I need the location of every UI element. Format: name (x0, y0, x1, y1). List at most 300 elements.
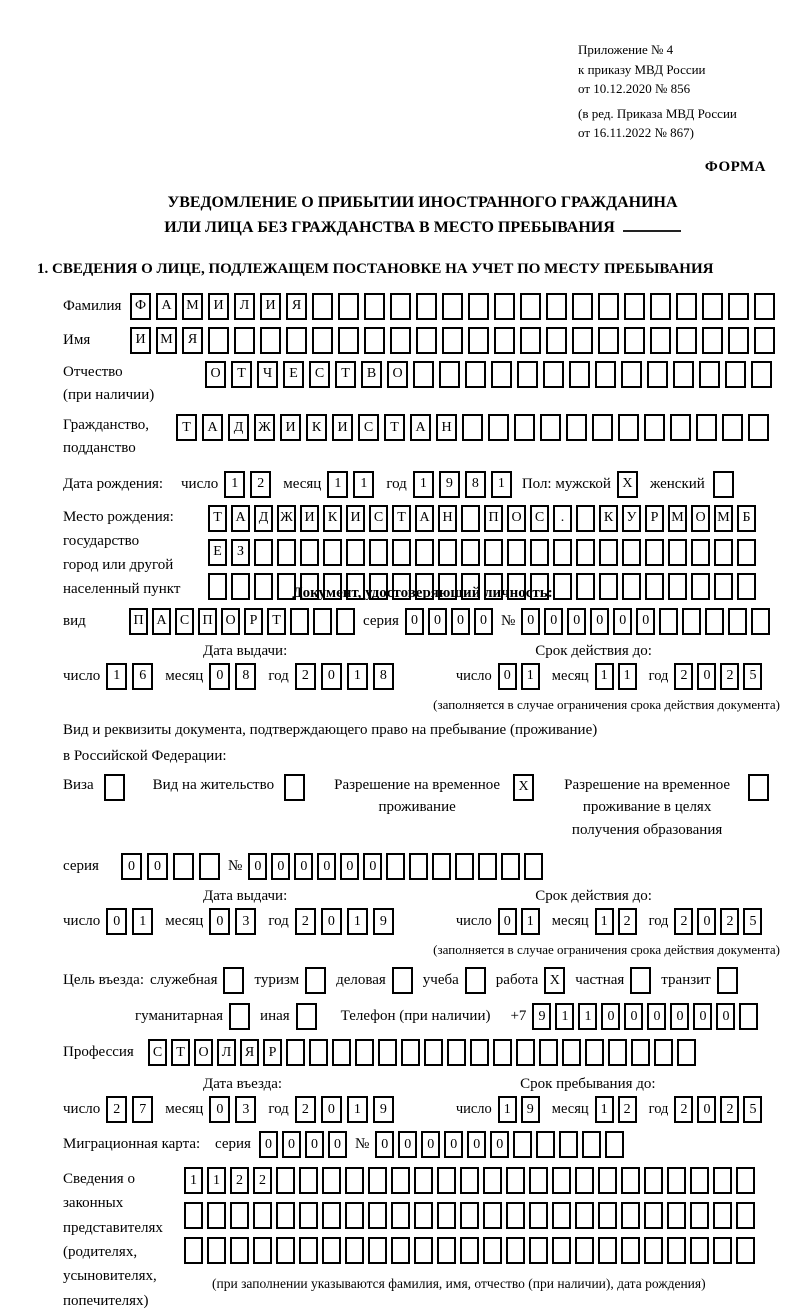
char-cell[interactable]: 1 (595, 663, 614, 690)
date-part-cells[interactable] (209, 1096, 256, 1123)
char-cell[interactable] (391, 1167, 410, 1194)
date-part-cells[interactable] (498, 1096, 540, 1123)
char-cell[interactable] (659, 608, 678, 635)
char-cell[interactable] (392, 967, 413, 994)
char-cell[interactable]: 1 (347, 908, 368, 935)
char-cell[interactable] (506, 1167, 525, 1194)
char-cell[interactable] (483, 1237, 502, 1264)
char-cell[interactable] (739, 1003, 758, 1030)
char-cell[interactable]: 2 (106, 1096, 127, 1123)
char-cell[interactable] (391, 1237, 410, 1264)
char-cell[interactable]: 0 (467, 1131, 486, 1158)
char-cell[interactable] (576, 573, 595, 600)
char-cell[interactable]: 1 (132, 908, 153, 935)
char-cell[interactable]: 2 (720, 908, 739, 935)
char-cell[interactable]: И (260, 293, 281, 320)
purpose-study-checkbox[interactable] (465, 967, 486, 994)
char-cell[interactable] (234, 327, 255, 354)
char-cell[interactable] (345, 1167, 364, 1194)
char-cell[interactable]: 8 (235, 663, 256, 690)
purpose-private-checkbox[interactable] (630, 967, 651, 994)
char-cell[interactable] (345, 1237, 364, 1264)
char-cell[interactable] (668, 573, 687, 600)
char-cell[interactable] (717, 967, 738, 994)
char-cell[interactable]: И (208, 293, 229, 320)
char-cell[interactable] (437, 1202, 456, 1229)
char-cell[interactable]: 0 (209, 663, 230, 690)
char-cell[interactable]: 0 (294, 853, 313, 880)
char-cell[interactable] (439, 361, 460, 388)
char-cell[interactable]: 0 (321, 1096, 342, 1123)
char-cell[interactable] (338, 293, 359, 320)
char-cell[interactable]: 2 (230, 1167, 249, 1194)
char-cell[interactable] (559, 1131, 578, 1158)
char-cell[interactable]: 1 (224, 471, 245, 498)
char-cell[interactable] (562, 1039, 581, 1066)
char-cell[interactable] (644, 1202, 663, 1229)
char-cell[interactable] (323, 539, 342, 566)
char-cell[interactable] (460, 1167, 479, 1194)
char-cell[interactable]: 2 (674, 908, 693, 935)
char-cell[interactable] (390, 293, 411, 320)
char-cell[interactable]: 9 (373, 1096, 394, 1123)
purpose-transit-checkbox[interactable] (717, 967, 738, 994)
char-cell[interactable] (644, 414, 665, 441)
char-cell[interactable] (736, 1167, 755, 1194)
char-cell[interactable] (416, 327, 437, 354)
date-part-cells[interactable] (498, 663, 540, 690)
char-cell[interactable]: 1 (578, 1003, 597, 1030)
char-cell[interactable] (438, 539, 457, 566)
char-cell[interactable] (493, 1039, 512, 1066)
char-cell[interactable] (208, 573, 227, 600)
char-cell[interactable] (277, 539, 296, 566)
purpose-humanitarian-checkbox[interactable] (229, 1003, 250, 1030)
char-cell[interactable]: Ф (130, 293, 151, 320)
char-cell[interactable]: С (175, 608, 194, 635)
representatives-cells-row3[interactable] (184, 1237, 755, 1264)
date-part-cells[interactable] (295, 1096, 394, 1123)
char-cell[interactable]: 0 (444, 1131, 463, 1158)
char-cell[interactable] (654, 1039, 673, 1066)
char-cell[interactable]: 2 (295, 908, 316, 935)
char-cell[interactable] (437, 1167, 456, 1194)
char-cell[interactable]: О (507, 505, 526, 532)
char-cell[interactable] (676, 327, 697, 354)
char-cell[interactable] (296, 1003, 317, 1030)
purpose-other-checkbox[interactable] (296, 1003, 317, 1030)
char-cell[interactable] (713, 1202, 732, 1229)
char-cell[interactable]: 0 (697, 663, 716, 690)
char-cell[interactable]: 0 (321, 663, 342, 690)
char-cell[interactable] (415, 539, 434, 566)
char-cell[interactable]: 3 (235, 1096, 256, 1123)
char-cell[interactable]: П (484, 505, 503, 532)
char-cell[interactable] (386, 853, 405, 880)
char-cell[interactable]: 1 (555, 1003, 574, 1030)
char-cell[interactable]: 9 (373, 908, 394, 935)
char-cell[interactable]: И (300, 505, 319, 532)
purpose-tourism-checkbox[interactable] (305, 967, 326, 994)
char-cell[interactable] (484, 539, 503, 566)
char-cell[interactable] (230, 1237, 249, 1264)
char-cell[interactable] (682, 608, 701, 635)
char-cell[interactable]: 1 (347, 1096, 368, 1123)
char-cell[interactable] (647, 361, 668, 388)
char-cell[interactable]: О (387, 361, 408, 388)
char-cell[interactable] (702, 293, 723, 320)
char-cell[interactable] (332, 1039, 351, 1066)
char-cell[interactable] (299, 1237, 318, 1264)
char-cell[interactable] (645, 573, 664, 600)
char-cell[interactable] (286, 1039, 305, 1066)
char-cell[interactable] (644, 1237, 663, 1264)
char-cell[interactable]: М (714, 505, 733, 532)
char-cell[interactable] (585, 1039, 604, 1066)
char-cell[interactable] (309, 1039, 328, 1066)
char-cell[interactable]: 8 (465, 471, 486, 498)
char-cell[interactable]: 0 (317, 853, 336, 880)
char-cell[interactable]: 5 (743, 1096, 762, 1123)
char-cell[interactable] (491, 361, 512, 388)
patronymic-cells[interactable] (205, 361, 772, 388)
char-cell[interactable] (737, 539, 756, 566)
char-cell[interactable] (691, 539, 710, 566)
date-part-cells[interactable] (106, 1096, 153, 1123)
char-cell[interactable] (414, 1237, 433, 1264)
char-cell[interactable] (608, 1039, 627, 1066)
char-cell[interactable] (442, 293, 463, 320)
temp-residence-checkbox[interactable] (513, 774, 534, 801)
char-cell[interactable]: А (231, 505, 250, 532)
char-cell[interactable]: . (553, 505, 572, 532)
char-cell[interactable]: 0 (405, 608, 424, 635)
char-cell[interactable] (621, 361, 642, 388)
char-cell[interactable] (624, 327, 645, 354)
char-cell[interactable] (460, 1202, 479, 1229)
date-part-cells[interactable] (209, 663, 256, 690)
char-cell[interactable]: Р (645, 505, 664, 532)
char-cell[interactable] (414, 1167, 433, 1194)
char-cell[interactable] (507, 539, 526, 566)
char-cell[interactable] (536, 1131, 555, 1158)
char-cell[interactable]: 0 (321, 908, 342, 935)
char-cell[interactable] (313, 608, 332, 635)
char-cell[interactable] (368, 1202, 387, 1229)
char-cell[interactable] (437, 1237, 456, 1264)
char-cell[interactable] (622, 539, 641, 566)
char-cell[interactable] (312, 293, 333, 320)
char-cell[interactable] (748, 414, 769, 441)
char-cell[interactable] (676, 293, 697, 320)
char-cell[interactable] (345, 1202, 364, 1229)
char-cell[interactable] (670, 414, 691, 441)
char-cell[interactable]: Е (283, 361, 304, 388)
char-cell[interactable]: О (194, 1039, 213, 1066)
char-cell[interactable] (506, 1237, 525, 1264)
char-cell[interactable] (231, 573, 250, 600)
purpose-work-checkbox[interactable] (544, 967, 565, 994)
char-cell[interactable]: Д (228, 414, 249, 441)
char-cell[interactable]: П (198, 608, 217, 635)
char-cell[interactable] (630, 967, 651, 994)
char-cell[interactable]: Я (182, 327, 203, 354)
char-cell[interactable] (461, 505, 480, 532)
char-cell[interactable]: 0 (544, 608, 563, 635)
char-cell[interactable] (378, 1039, 397, 1066)
char-cell[interactable] (322, 1202, 341, 1229)
char-cell[interactable] (290, 608, 309, 635)
char-cell[interactable]: 0 (340, 853, 359, 880)
char-cell[interactable]: X (617, 471, 638, 498)
char-cell[interactable]: 5 (743, 663, 762, 690)
char-cell[interactable]: К (599, 505, 618, 532)
char-cell[interactable] (229, 1003, 250, 1030)
char-cell[interactable]: Л (217, 1039, 236, 1066)
char-cell[interactable]: 0 (567, 608, 586, 635)
char-cell[interactable] (223, 967, 244, 994)
char-cell[interactable] (595, 361, 616, 388)
char-cell[interactable] (621, 1202, 640, 1229)
char-cell[interactable] (483, 1167, 502, 1194)
char-cell[interactable] (699, 361, 720, 388)
char-cell[interactable] (529, 1167, 548, 1194)
char-cell[interactable] (667, 1237, 686, 1264)
char-cell[interactable] (312, 327, 333, 354)
char-cell[interactable] (737, 573, 756, 600)
char-cell[interactable] (598, 1237, 617, 1264)
migration-number-cells[interactable] (375, 1131, 624, 1158)
char-cell[interactable] (260, 327, 281, 354)
visa-checkbox[interactable] (104, 774, 125, 801)
char-cell[interactable]: А (156, 293, 177, 320)
char-cell[interactable]: 0 (647, 1003, 666, 1030)
char-cell[interactable]: 2 (618, 908, 637, 935)
char-cell[interactable] (207, 1202, 226, 1229)
profession-cells[interactable] (148, 1039, 696, 1066)
char-cell[interactable]: 0 (521, 608, 540, 635)
char-cell[interactable] (618, 414, 639, 441)
char-cell[interactable]: Ж (254, 414, 275, 441)
char-cell[interactable]: М (156, 327, 177, 354)
char-cell[interactable]: 0 (398, 1131, 417, 1158)
char-cell[interactable]: 0 (209, 908, 230, 935)
char-cell[interactable]: 1 (413, 471, 434, 498)
char-cell[interactable] (514, 414, 535, 441)
date-part-cells[interactable] (595, 908, 637, 935)
char-cell[interactable] (465, 361, 486, 388)
char-cell[interactable]: 0 (474, 608, 493, 635)
date-part-cells[interactable] (674, 663, 762, 690)
temp-residence-education-checkbox[interactable] (748, 774, 769, 801)
char-cell[interactable] (368, 1237, 387, 1264)
char-cell[interactable]: 9 (439, 471, 460, 498)
char-cell[interactable] (488, 414, 509, 441)
char-cell[interactable]: С (358, 414, 379, 441)
char-cell[interactable]: Т (267, 608, 286, 635)
date-part-cells[interactable] (295, 663, 394, 690)
char-cell[interactable]: 1 (347, 663, 368, 690)
char-cell[interactable]: 0 (624, 1003, 643, 1030)
char-cell[interactable]: Т (176, 414, 197, 441)
residence-number-cells[interactable] (248, 853, 543, 880)
char-cell[interactable]: 0 (428, 608, 447, 635)
residence-series-cells[interactable] (121, 853, 220, 880)
char-cell[interactable] (300, 539, 319, 566)
char-cell[interactable] (644, 1167, 663, 1194)
char-cell[interactable]: Т (392, 505, 411, 532)
char-cell[interactable] (501, 853, 520, 880)
char-cell[interactable]: Т (171, 1039, 190, 1066)
char-cell[interactable]: А (410, 414, 431, 441)
char-cell[interactable] (322, 1237, 341, 1264)
surname-cells[interactable] (130, 293, 775, 320)
birth-date-group[interactable] (181, 471, 512, 498)
char-cell[interactable]: 0 (498, 663, 517, 690)
char-cell[interactable]: Д (254, 505, 273, 532)
char-cell[interactable]: 1 (498, 1096, 517, 1123)
char-cell[interactable]: Н (436, 414, 457, 441)
char-cell[interactable] (276, 1237, 295, 1264)
char-cell[interactable] (713, 1237, 732, 1264)
char-cell[interactable] (714, 539, 733, 566)
char-cell[interactable]: Л (234, 293, 255, 320)
char-cell[interactable]: О (691, 505, 710, 532)
char-cell[interactable] (728, 293, 749, 320)
char-cell[interactable] (690, 1237, 709, 1264)
doc-series-cells[interactable] (405, 608, 493, 635)
char-cell[interactable] (409, 853, 428, 880)
sex-female-checkbox[interactable] (713, 471, 734, 498)
char-cell[interactable] (276, 1202, 295, 1229)
char-cell[interactable] (483, 1202, 502, 1229)
char-cell[interactable] (566, 414, 587, 441)
char-cell[interactable]: 1 (184, 1167, 203, 1194)
char-cell[interactable]: Б (737, 505, 756, 532)
char-cell[interactable] (677, 1039, 696, 1066)
char-cell[interactable]: 1 (595, 908, 614, 935)
char-cell[interactable] (714, 573, 733, 600)
char-cell[interactable] (336, 608, 355, 635)
char-cell[interactable]: 2 (295, 1096, 316, 1123)
char-cell[interactable] (546, 327, 567, 354)
char-cell[interactable]: 0 (248, 853, 267, 880)
char-cell[interactable]: 0 (121, 853, 142, 880)
char-cell[interactable] (392, 539, 411, 566)
char-cell[interactable] (696, 414, 717, 441)
char-cell[interactable] (751, 608, 770, 635)
char-cell[interactable] (414, 1202, 433, 1229)
char-cell[interactable]: 9 (532, 1003, 551, 1030)
char-cell[interactable]: 2 (674, 663, 693, 690)
char-cell[interactable]: 1 (106, 663, 127, 690)
char-cell[interactable]: О (205, 361, 226, 388)
char-cell[interactable] (622, 573, 641, 600)
char-cell[interactable]: 2 (674, 1096, 693, 1123)
char-cell[interactable] (369, 539, 388, 566)
char-cell[interactable]: Р (263, 1039, 282, 1066)
char-cell[interactable]: 0 (421, 1131, 440, 1158)
char-cell[interactable] (728, 327, 749, 354)
char-cell[interactable]: 5 (743, 908, 762, 935)
char-cell[interactable] (517, 361, 538, 388)
char-cell[interactable] (575, 1237, 594, 1264)
char-cell[interactable]: 0 (106, 908, 127, 935)
date-part-cells[interactable] (498, 908, 540, 935)
char-cell[interactable]: 0 (498, 908, 517, 935)
char-cell[interactable] (572, 293, 593, 320)
char-cell[interactable] (364, 293, 385, 320)
char-cell[interactable]: 0 (271, 853, 290, 880)
char-cell[interactable] (530, 539, 549, 566)
char-cell[interactable]: 2 (253, 1167, 272, 1194)
char-cell[interactable] (286, 327, 307, 354)
date-part-cells[interactable] (224, 471, 271, 498)
char-cell[interactable] (631, 1039, 650, 1066)
char-cell[interactable] (322, 1167, 341, 1194)
char-cell[interactable]: Ч (257, 361, 278, 388)
char-cell[interactable]: 8 (373, 663, 394, 690)
char-cell[interactable] (546, 293, 567, 320)
char-cell[interactable] (338, 327, 359, 354)
char-cell[interactable] (494, 327, 515, 354)
char-cell[interactable] (520, 293, 541, 320)
char-cell[interactable]: Т (335, 361, 356, 388)
firstname-cells[interactable] (130, 327, 775, 354)
char-cell[interactable]: 1 (521, 663, 540, 690)
char-cell[interactable]: 6 (132, 663, 153, 690)
char-cell[interactable] (253, 1202, 272, 1229)
birth-place-cells-row1[interactable] (208, 505, 756, 532)
char-cell[interactable] (455, 853, 474, 880)
char-cell[interactable] (576, 505, 595, 532)
char-cell[interactable] (540, 414, 561, 441)
char-cell[interactable]: 0 (613, 608, 632, 635)
char-cell[interactable]: А (415, 505, 434, 532)
char-cell[interactable] (494, 293, 515, 320)
char-cell[interactable] (621, 1237, 640, 1264)
char-cell[interactable] (553, 573, 572, 600)
char-cell[interactable]: 0 (282, 1131, 301, 1158)
char-cell[interactable] (468, 327, 489, 354)
char-cell[interactable] (553, 539, 572, 566)
residence-permit-checkbox[interactable] (284, 774, 305, 801)
char-cell[interactable]: С (148, 1039, 167, 1066)
char-cell[interactable] (465, 967, 486, 994)
char-cell[interactable] (416, 293, 437, 320)
char-cell[interactable] (364, 327, 385, 354)
char-cell[interactable] (470, 1039, 489, 1066)
char-cell[interactable]: И (280, 414, 301, 441)
char-cell[interactable]: 0 (670, 1003, 689, 1030)
char-cell[interactable]: X (513, 774, 534, 801)
char-cell[interactable]: 1 (618, 663, 637, 690)
char-cell[interactable] (598, 1167, 617, 1194)
char-cell[interactable] (368, 1167, 387, 1194)
char-cell[interactable]: 1 (595, 1096, 614, 1123)
char-cell[interactable]: Е (208, 539, 227, 566)
char-cell[interactable] (305, 967, 326, 994)
char-cell[interactable] (624, 293, 645, 320)
char-cell[interactable] (478, 853, 497, 880)
char-cell[interactable]: 2 (720, 1096, 739, 1123)
char-cell[interactable] (184, 1202, 203, 1229)
residence-issue-group[interactable] (63, 908, 394, 935)
char-cell[interactable] (207, 1237, 226, 1264)
date-part-cells[interactable] (413, 471, 512, 498)
char-cell[interactable] (725, 361, 746, 388)
char-cell[interactable] (713, 471, 734, 498)
